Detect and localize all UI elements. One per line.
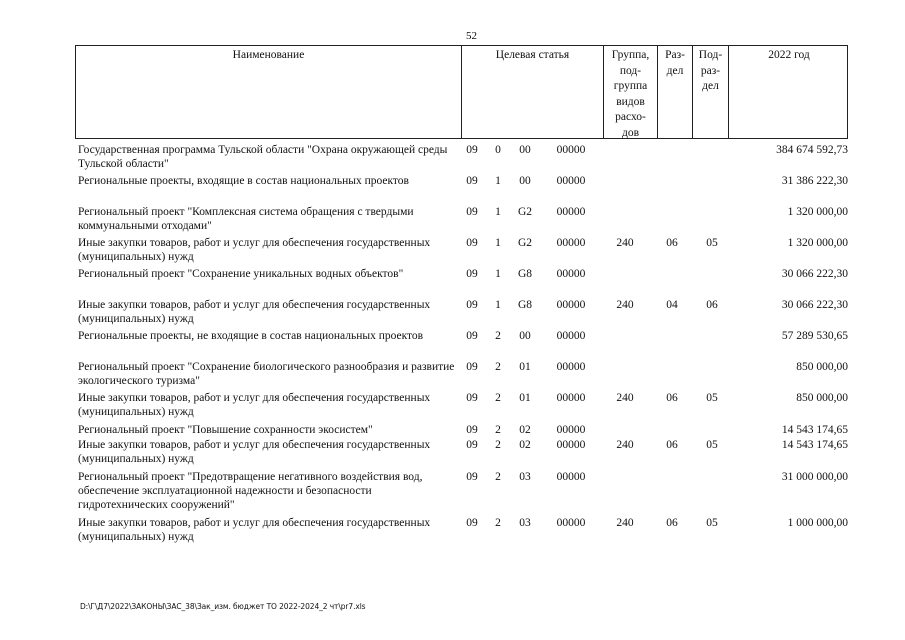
row-program-code: 09 [466,392,478,404]
row-name: Иные закупки товаров, работ и услуг для обеспечения государственных (муниципальных) нужд [78,237,431,263]
row-amount: 57 289 530,65 [781,330,848,342]
row-amount: 30 066 222,30 [781,299,848,311]
row-type-code: 1 [495,237,501,249]
header-subsection-line: дел [702,80,719,92]
row-expense-group: 240 [616,517,634,529]
row-direction-code: 00000 [556,268,586,280]
row-amount: 384 674 592,73 [776,144,848,156]
row-program-code: 09 [466,237,478,249]
row-type-code: 1 [495,206,501,218]
row-amount: 14 543 174,65 [781,439,848,451]
row-expense-group: 240 [616,299,634,311]
row-section: 06 [666,392,678,404]
header-group-line: видов [616,95,645,108]
row-program-code: 09 [466,424,478,436]
row-name: Региональные проекты, не входящие в состав национальных проектов [78,330,424,342]
row-expense-group: 240 [616,237,634,249]
row-direction-code: 00000 [556,424,586,436]
header-name [76,46,461,138]
row-name: Региональный проект "Повышение сохранности экосистем" [78,424,373,436]
row-amount: 30 066 222,30 [781,268,848,280]
row-program-code: 09 [466,361,478,373]
row-subsection: 05 [706,517,718,529]
row-type-code: 2 [495,517,501,529]
row-program-code: 09 [466,471,478,483]
row-amount: 850 000,00 [796,361,848,373]
row-program-code: 09 [466,144,478,156]
row-name: Региональный проект "Предотвращение негативного воздействия вод, обеспечение эксплуатационной надежности и безопасности гидротехнических сооружений" [78,471,423,511]
header-group-line: группа [613,80,648,92]
row-amount: 31 000 000,00 [781,471,848,483]
row-project-code: G8 [517,299,533,311]
row-program-code: 09 [466,517,478,529]
row-amount: 1 000 000,00 [787,517,848,529]
row-project-code: G2 [517,206,533,218]
row-project-code: 03 [519,471,531,483]
row-type-code: 2 [495,361,501,373]
row-direction-code: 00000 [556,330,586,342]
row-direction-code: 00000 [556,471,586,483]
header-section-line: дел [666,64,684,77]
header-year-label: 2022 год [768,49,810,61]
header-target-label: Целевая статья [495,49,570,61]
row-type-code: 2 [495,471,501,483]
row-direction-code: 00000 [556,439,586,451]
row-project-code: 02 [519,439,531,451]
table-header [75,45,848,139]
row-expense-group: 240 [616,439,634,451]
row-section: 06 [666,517,678,529]
row-type-code: 2 [495,424,501,436]
row-direction-code: 00000 [556,206,586,218]
row-project-code: 01 [519,361,531,373]
row-direction-code: 00000 [556,237,586,249]
header-subsection [692,46,728,138]
header-group-line: под- [619,64,642,77]
row-name: Региональные проекты, входящие в состав национальных проектов [78,175,409,187]
header-year [728,46,849,138]
row-amount: 1 320 000,00 [787,206,848,218]
row-type-code: 2 [495,392,501,404]
row-project-code: 00 [519,330,531,342]
row-name: Иные закупки товаров, работ и услуг для обеспечения государственных (муниципальных) нужд [78,299,431,325]
file-path-footer: D:\Г\Д7\2022\ЗАКОНЫ\ЗАС_38\Зак_изм. бюджет ТО 2022-2024_2 чт\pr7.xls [80,602,366,611]
row-name: Государственная программа Тульской области "Охрана окружающей среды Тульской области" [78,144,448,170]
row-amount: 1 320 000,00 [787,237,848,249]
row-expense-group: 240 [616,392,634,404]
row-program-code: 09 [466,175,478,187]
header-group-line: дов [621,126,640,139]
row-section: 04 [666,299,678,311]
header-subsection-line: раз- [700,64,721,77]
header-section [657,46,692,138]
row-name: Иные закупки товаров, работ и услуг для обеспечения государственных (муниципальных) нужд [78,392,431,418]
row-type-code: 1 [495,299,501,311]
row-program-code: 09 [466,299,478,311]
row-name: Региональный проект "Сохранение биологического разнообразия и развитие экологического туризма" [78,361,455,387]
row-subsection: 05 [706,439,718,451]
header-subsection-line: Под- [698,49,723,61]
row-program-code: 09 [466,330,478,342]
row-direction-code: 00000 [556,144,586,156]
row-direction-code: 00000 [556,517,586,529]
row-type-code: 1 [495,175,501,187]
page-number: 52 [466,30,477,42]
row-direction-code: 00000 [556,392,586,404]
row-name: Иные закупки товаров, работ и услуг для обеспечения государственных (муниципальных) нужд [78,517,431,543]
row-program-code: 09 [466,268,478,280]
row-amount: 850 000,00 [796,392,848,404]
row-type-code: 2 [495,330,501,342]
row-direction-code: 00000 [556,175,586,187]
row-section: 06 [666,237,678,249]
row-subsection: 06 [706,299,718,311]
header-section-line: Раз- [665,49,685,61]
row-direction-code: 00000 [556,299,586,311]
row-section: 06 [666,439,678,451]
header-group-line: расхо- [615,111,646,123]
row-project-code: 00 [519,175,531,187]
header-group [603,46,657,138]
row-program-code: 09 [466,206,478,218]
header-group-line: Группа, [611,49,650,61]
row-subsection: 05 [706,237,718,249]
row-project-code: 02 [519,424,531,436]
row-subsection: 05 [706,392,718,404]
row-amount: 14 543 174,65 [781,424,848,436]
row-type-code: 0 [495,144,501,156]
row-project-code: 00 [519,144,531,156]
row-project-code: 03 [519,517,531,529]
row-project-code: G2 [517,237,533,249]
row-program-code: 09 [466,439,478,451]
row-amount: 31 386 222,30 [781,175,848,187]
row-type-code: 2 [495,439,501,451]
row-name: Региональный проект "Комплексная система обращения с твердыми коммунальными отходами" [78,206,414,232]
row-type-code: 1 [495,268,501,280]
row-direction-code: 00000 [556,361,586,373]
header-target [461,46,603,138]
row-name: Иные закупки товаров, работ и услуг для обеспечения государственных (муниципальных) нужд [78,439,431,465]
row-project-code: 01 [519,392,531,404]
row-name: Региональный проект "Сохранение уникальных водных объектов" [78,268,404,280]
row-project-code: G8 [517,268,533,280]
header-name-label: Наименование [232,49,305,61]
